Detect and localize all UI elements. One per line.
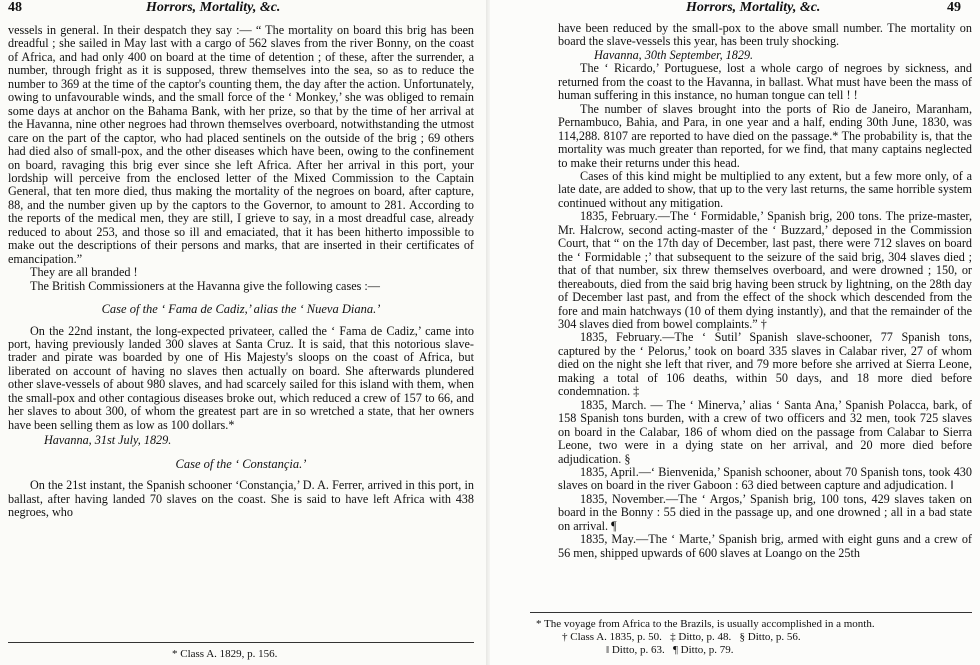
right-para-marte: 1835, May.—The ‘ Marte,’ Spanish brig, armed with eight guns and a crew of 56 men, shipped upwards of 600 slaves at Loango on the 25th <box>558 532 972 560</box>
right-para-bienvenida: 1835, April.—‘ Bienvenida,’ Spanish schooner, about 70 Spanish tons, took 430 slaves on board in the river Gaboon : 63 died between capture and adjudication. ‖ <box>558 464 972 493</box>
case-fama-heading: Case of the ‘ Fama de Cadiz,’ alias the ‘ Nueva Diana.’ <box>101 302 381 317</box>
right-para-formidable: 1835, February.—The ‘ Formidable,’ Spanish brig, 200 tons. The prize-master, Mr. Halcrow, second acting-master of the ‘ Buzzard,’ deposed in the Commission Court, that “ on the 17th day of December, last past, there were 712 slaves on board the ‘ Formidable ;’ that subsequent to the seizure of the said brig, 304 slaves died ; that of that number, six threw themselves overboard, and were drowned ; 150, or thereabouts, died from the said brig having been struck by lightning, on the 28th day of December last past, and from the effect of the shock which descended from the fore and main hatchways (10 of them dying instantly), and that the remainder of the 304 slaves died from bowel complaints.” † <box>558 209 972 331</box>
right-page <box>490 0 980 665</box>
left-page-number: 48 <box>8 0 22 15</box>
right-footnote-3: ‖ Ditto, p. 63. ¶ Ditto, p. 79. <box>606 644 734 656</box>
left-body <box>8 24 474 519</box>
right-para-ricardo: The ‘ Ricardo,’ Portuguese, lost a whole cargo of negroes by sickness, and returned from the coast to the Havanna, in ballast. What must have been the mass of human suffering in this instance, no human tongue can tell ! ! <box>558 61 972 103</box>
right-para-cases: Cases of this kind might be multiplied to any extent, but a few more only, of a late date, are added to show, that up to the very last returns, the same horrible system continued without any mitigation. <box>558 168 972 210</box>
left-para-constancia: On the 21st instant, the Spanish schooner ‘Constançia,’ D. A. Ferrer, arrived in this port, in ballast, after having landed 70 slaves on the coast. She is said to have left Africa with 438 negroes, who <box>8 478 474 519</box>
left-footnote: * Class A. 1829, p. 156. <box>172 648 278 660</box>
right-para-minerva: 1835, March. — The ‘ Minerva,’ alias ‘ Santa Ana,’ Spanish Polacca, bark, of 158 Spanish tons burden, with a crew of two officers and 32 men, took 725 slaves on board in the Calabar, 186 of whom died on the passage from Calabar to Sierra Leone, two were in a dying state on her arrival, and 20 more died before adjudication. § <box>558 397 972 466</box>
right-running-head <box>490 0 980 20</box>
left-para-branded: They are all branded ! <box>30 265 138 280</box>
left-para-commissioners: The British Commissioners at the Havanna give the following cases :— <box>30 278 380 293</box>
right-footnote-1: * The voyage from Africa to the Brazils, is usually accomplished in a month. <box>536 618 875 630</box>
left-footnote-rule <box>8 642 474 643</box>
right-footnote-rule <box>530 612 972 613</box>
left-para-fama: On the 22nd instant, the long-expected privateer, called the ‘ Fama de Cadiz,’ came into port, having previously landed 300 slaves at Santa Cruz. It is said, that this notorious slave-trader and pirate was boarded by one of His Majesty's sloops on the coast of Africa, but liberated on account of having no slaves then actually on board. She afterwards plundered other slave-vessels of about 980 slaves, and had scarcely sailed for this island with them, when the small-pox and other contagious diseases broke out, which reduced a crew of 157 to 66, and her slaves to about 300, of whom the greatest part are in so wretched a state, that her owners have been selling them as low as 100 dollars.* <box>8 323 474 432</box>
right-para-brazil-ports: The number of slaves brought into the ports of Rio de Janeiro, Maranham, Pernambuco, Bahia, and Para, in one year and a half, ending 30th June, 1830, was 114,288. 8107 are reported to have died on the passage.* The probability is, that the mortality was much greater than reported, for we find, that many captains neglected to make their returns under this head. <box>558 101 972 170</box>
left-para-despatch: vessels in general. In their despatch they say :— “ The mortality on board this brig has been dreadful ; she sailed in May last with a cargo of 562 slaves from the river Bonny, on the coast of Africa, and had only 400 on board at the time of detention ; of these, after the surrender, a number, through fright as it is supposed, threw themselves into the sea, so as to reduce the number to 369 at the time of the captor's counting them, the day after the action. Unfortunately, owing to unfavourable winds, and the small force of the ‘ Monkey,’ she was obliged to remain some days at anchor on the Bahama Bank, with her prize, so that by the time of her arrival at the Havanna, nine other negroes had thrown themselves overboard, notwithstanding the utmost care on the part of the captor, who had placed sentinels on the outside of the brig ; 69 others had died also of small-pox, and the other diseases which have been, owing to the confinement on board, ravaging this brig ever since she left Africa. After her arrival in this port, your lordship will perceive from the enclosed letter of the Mixed Commission to the Captain General, that ten more died, thus making the mortality of the negroes on board, after capture, 88, and the number given up by the captors to the Governor, to amount to 281. According to the reports of the medical men, they are still, I grieve to say, in a most dreadful case, already reduced to about 253, and those so ill and emaciated, that it has been hitherto impossible to make out the descriptions of their persons and marks, that are inserted in their certificates of emancipation.” <box>8 23 474 266</box>
right-dateline-1: Havanna, 30th September, 1829. <box>594 47 754 62</box>
right-para-smallpox: have been reduced by the small-pox to the above small number. The mortality on board the slave-vessels this year, has been truly shocking. <box>558 21 972 49</box>
right-para-argos: 1835, November.—The ‘ Argos,’ Spanish brig, 100 tons, 429 slaves taken on board in the Bonny : 55 died in the passage up, and one drowned ; all in a bad state on arrival. ¶ <box>558 491 972 533</box>
left-running-title: Horrors, Mortality, &c. <box>146 0 281 15</box>
right-running-title: Horrors, Mortality, &c. <box>686 0 821 15</box>
left-running-head <box>0 0 490 20</box>
right-para-sutil: 1835, February.—The ‘ Sutil’ Spanish slave-schooner, 77 Spanish tons, captured by the ‘ Pelorus,’ took on board 335 slaves in Calabar river, 27 of whom died on the night she left that river, and 79 more before she arrived at Sierra Leone, making a total of 106 deaths, within 50 days, and 18 more died before condemnation. ‡ <box>558 330 972 399</box>
right-page-number: 49 <box>947 0 961 15</box>
right-body <box>558 22 972 560</box>
right-footnote-2: † Class A. 1835, p. 50. ‡ Ditto, p. 48. § Ditto, p. 56. <box>562 631 801 643</box>
left-dateline-1: Havanna, 31st July, 1829. <box>44 433 172 448</box>
case-constancia-heading: Case of the ‘ Constançia.’ <box>175 456 307 471</box>
